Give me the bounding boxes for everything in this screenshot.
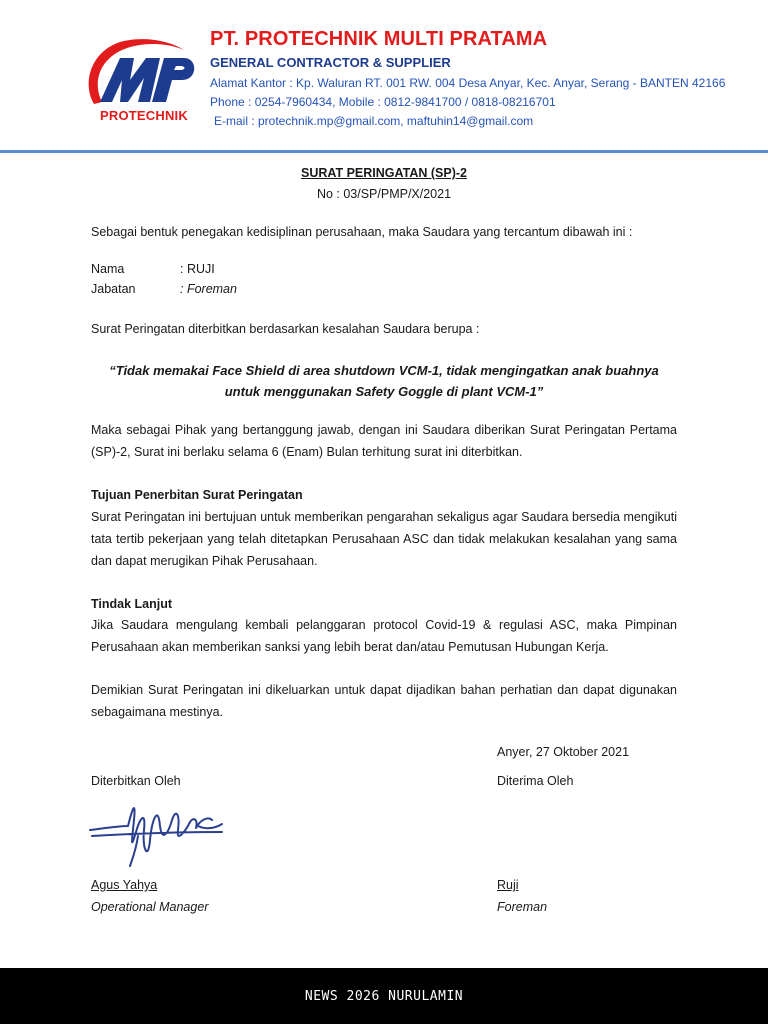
receiver-name: Ruji xyxy=(497,878,519,892)
section-followup-heading: Tindak Lanjut xyxy=(91,597,173,611)
letter-title: SURAT PERINGATAN (SP)-2 xyxy=(301,166,467,180)
reason-intro: Surat Peringatan diterbitkan berdasarkan kesalahan Saudara berupa : xyxy=(91,322,480,336)
company-address: Alamat Kantor : Kp. Waluran RT. 001 RW. 004 Desa Anyar, Kec. Anyar, Serang - BANTEN 42166 xyxy=(210,76,726,90)
footer-banner xyxy=(0,968,768,1024)
paragraph-validity: Maka sebagai Pihak yang bertanggung jawab, dengan ini Saudara diberikan Surat Peringatan Pertama (SP)-2, Surat ini berlaku selama 6 (Enam) Bulan terhitung surat ini diterbitkan. xyxy=(91,423,677,459)
handwritten-signature xyxy=(86,790,226,870)
field-label-position: Jabatan xyxy=(91,282,136,296)
closing-text: Demikian Surat Peringatan ini dikeluarkan untuk dapat dijadikan bahan perhatian dan dapat digunakan sebagaimana mestinya. xyxy=(91,683,677,719)
logo-caption: PROTECHNIK xyxy=(100,108,188,123)
issuer-name: Agus Yahya xyxy=(91,878,158,892)
receiver-label: Diterima Oleh xyxy=(497,774,574,788)
issuer-title: Operational Manager xyxy=(91,900,209,914)
issuer-label: Diterbitkan Oleh xyxy=(91,774,181,788)
field-label-name: Nama xyxy=(91,262,125,276)
section-followup-text: Jika Saudara mengulang kembali pelanggaran protocol Covid-19 & regulasi ASC, maka Pimpinan Perusahaan akan memberikan sanksi yang lebih berat dan/atau Pemutusan Hubungan Kerja. xyxy=(91,618,677,654)
company-subtitle: GENERAL CONTRACTOR & SUPPLIER xyxy=(210,55,451,70)
section-purpose-text: Surat Peringatan ini bertujuan untuk memberikan pengarahan sekaligus agar Saudara bersedia mengikuti tata tertib pekerjaan yang telah ditetapkan Perusahaan ASC dan tidak melakukan kesalahan yang sama dan dapat merugikan Pihak Perusahaan. xyxy=(91,510,677,568)
quote-line-1: “Tidak memakai Face Shield di area shutdown VCM-1, tidak mengingatkan anak buahnya xyxy=(109,363,659,378)
company-name: PT. PROTECHNIK MULTI PRATAMA xyxy=(210,28,548,50)
company-phone: Phone : 0254-7960434, Mobile : 0812-9841700 / 0818-08216701 xyxy=(210,95,556,109)
field-value-position: : Foreman xyxy=(180,282,237,296)
violation-quote xyxy=(60,360,708,402)
receiver-title: Foreman xyxy=(497,900,548,914)
header-divider xyxy=(0,150,768,153)
field-value-name: : RUJI xyxy=(180,262,215,276)
place-date: Anyer, 27 Oktober 2021 xyxy=(497,745,630,759)
quote-line-2: untuk menggunakan Safety Goggle di plant VCM-1” xyxy=(224,384,544,399)
section-purpose-heading: Tujuan Penerbitan Surat Peringatan xyxy=(91,488,303,502)
footer-text: NEWS 2026 NURULAMIN xyxy=(304,988,464,1004)
company-email: E-mail : protechnik.mp@gmail.com, maftuhin14@gmail.com xyxy=(214,114,534,128)
letter-number: No : 03/SP/PMP/X/2021 xyxy=(316,187,452,201)
intro-text: Sebagai bentuk penegakan kedisiplinan perusahaan, maka Saudara yang tercantum dibawah ini : xyxy=(91,225,633,239)
